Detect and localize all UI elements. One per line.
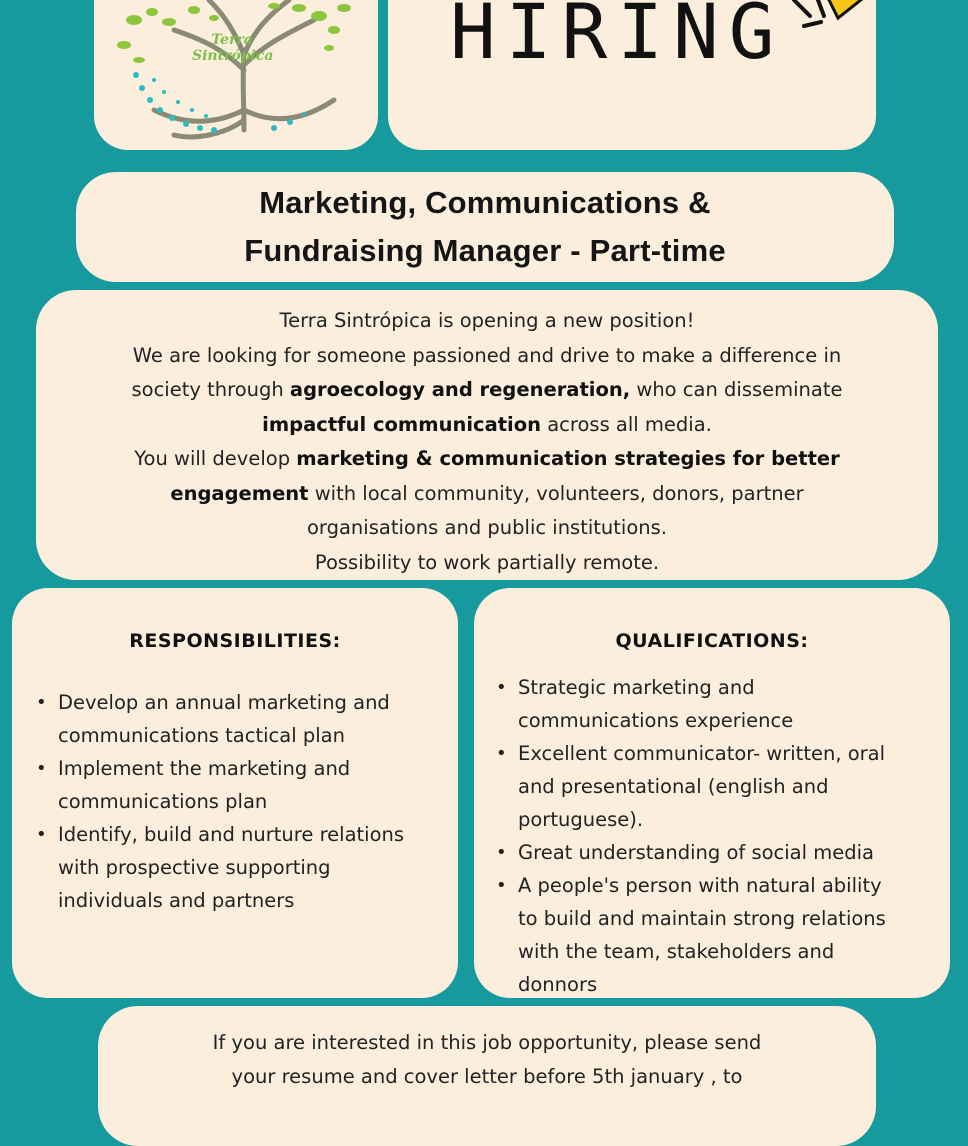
list-item-line: communications tactical plan	[58, 724, 345, 747]
logo-card	[94, 0, 378, 150]
intro-bold: agroecology and regeneration,	[289, 378, 631, 401]
job-title-line1: Marketing, Communications &	[259, 185, 711, 220]
list-item	[488, 671, 886, 737]
list-item-line: • Develop an annual marketing and	[58, 691, 390, 714]
intro-line: Terra Sintrópica is opening a new position!	[279, 309, 695, 332]
qualifications-card	[474, 588, 950, 998]
cta-line: your resume and cover letter before 5th january , to	[231, 1065, 743, 1088]
list-item-line: • A people's person with natural ability	[518, 874, 882, 897]
intro-line: We are looking for someone passioned and drive to make a difference in	[132, 343, 842, 367]
list-item-line: and presentational (english and	[518, 775, 829, 798]
logo-line2: Sintrópica	[192, 48, 274, 64]
responsibilities-card	[12, 588, 458, 998]
list-item	[28, 686, 404, 752]
cta-card	[98, 1006, 876, 1146]
cta-line: If you are interested in this job opportunity, please send	[212, 1031, 762, 1054]
logo-text	[192, 32, 272, 64]
intro-text: society through	[131, 378, 290, 401]
list-item-line: communications plan	[58, 790, 268, 813]
list-item-line: to build and maintain strong relations	[518, 907, 886, 930]
list-item-line: individuals and partners	[58, 889, 295, 912]
intro-line: Possibility to work partially remote.	[314, 550, 660, 574]
intro-line	[36, 442, 938, 477]
hiring-text: HIRING	[450, 0, 785, 76]
list-item	[488, 737, 886, 836]
intro-text: who can disseminate	[630, 378, 843, 401]
intro-bold: impactful communication	[262, 412, 542, 436]
responsibilities-list	[28, 686, 404, 917]
list-item	[488, 836, 886, 869]
list-item-line: with prospective supporting	[58, 856, 331, 879]
logo-line1: Terra	[211, 32, 253, 48]
list-item-line: • Excellent communicator- written, oral	[518, 742, 886, 765]
job-title-card	[76, 172, 894, 282]
list-item-line: • Strategic marketing and	[518, 676, 755, 699]
list-item	[488, 869, 886, 1001]
qualifications-list	[488, 671, 886, 1001]
intro-text: across all media.	[541, 412, 712, 436]
intro-text: with local community, volunteers, donors, partner	[308, 481, 804, 505]
list-item	[28, 818, 404, 917]
intro-line	[36, 477, 938, 512]
responsibilities-heading: RESPONSIBILITIES:	[129, 630, 341, 652]
list-item-line: with the team, stakeholders and	[518, 940, 835, 963]
list-item-line: portuguese).	[518, 808, 644, 831]
intro-bold: marketing & communication strategies for better	[296, 447, 840, 470]
qualifications-heading: QUALIFICATIONS:	[615, 630, 809, 652]
intro-text: You will develop	[134, 447, 297, 470]
list-item-line: donnors	[518, 973, 598, 996]
tree-logo-icon	[94, 0, 378, 150]
list-item-line: communications experience	[518, 709, 794, 732]
list-item	[28, 752, 404, 818]
intro-line: organisations and public institutions.	[307, 516, 667, 539]
list-item-line: • Identify, build and nurture relations	[58, 823, 405, 846]
intro-line	[36, 373, 938, 408]
intro-card	[36, 290, 938, 580]
highlighter-icon	[766, 0, 876, 50]
job-title-line2: Fundraising Manager - Part-time	[244, 233, 726, 268]
intro-line	[36, 408, 938, 443]
list-item-line: • Great understanding of social media	[518, 841, 874, 864]
hiring-card	[388, 0, 876, 150]
list-item-line: • Implement the marketing and	[58, 757, 351, 780]
intro-bold: engagement	[170, 481, 309, 505]
